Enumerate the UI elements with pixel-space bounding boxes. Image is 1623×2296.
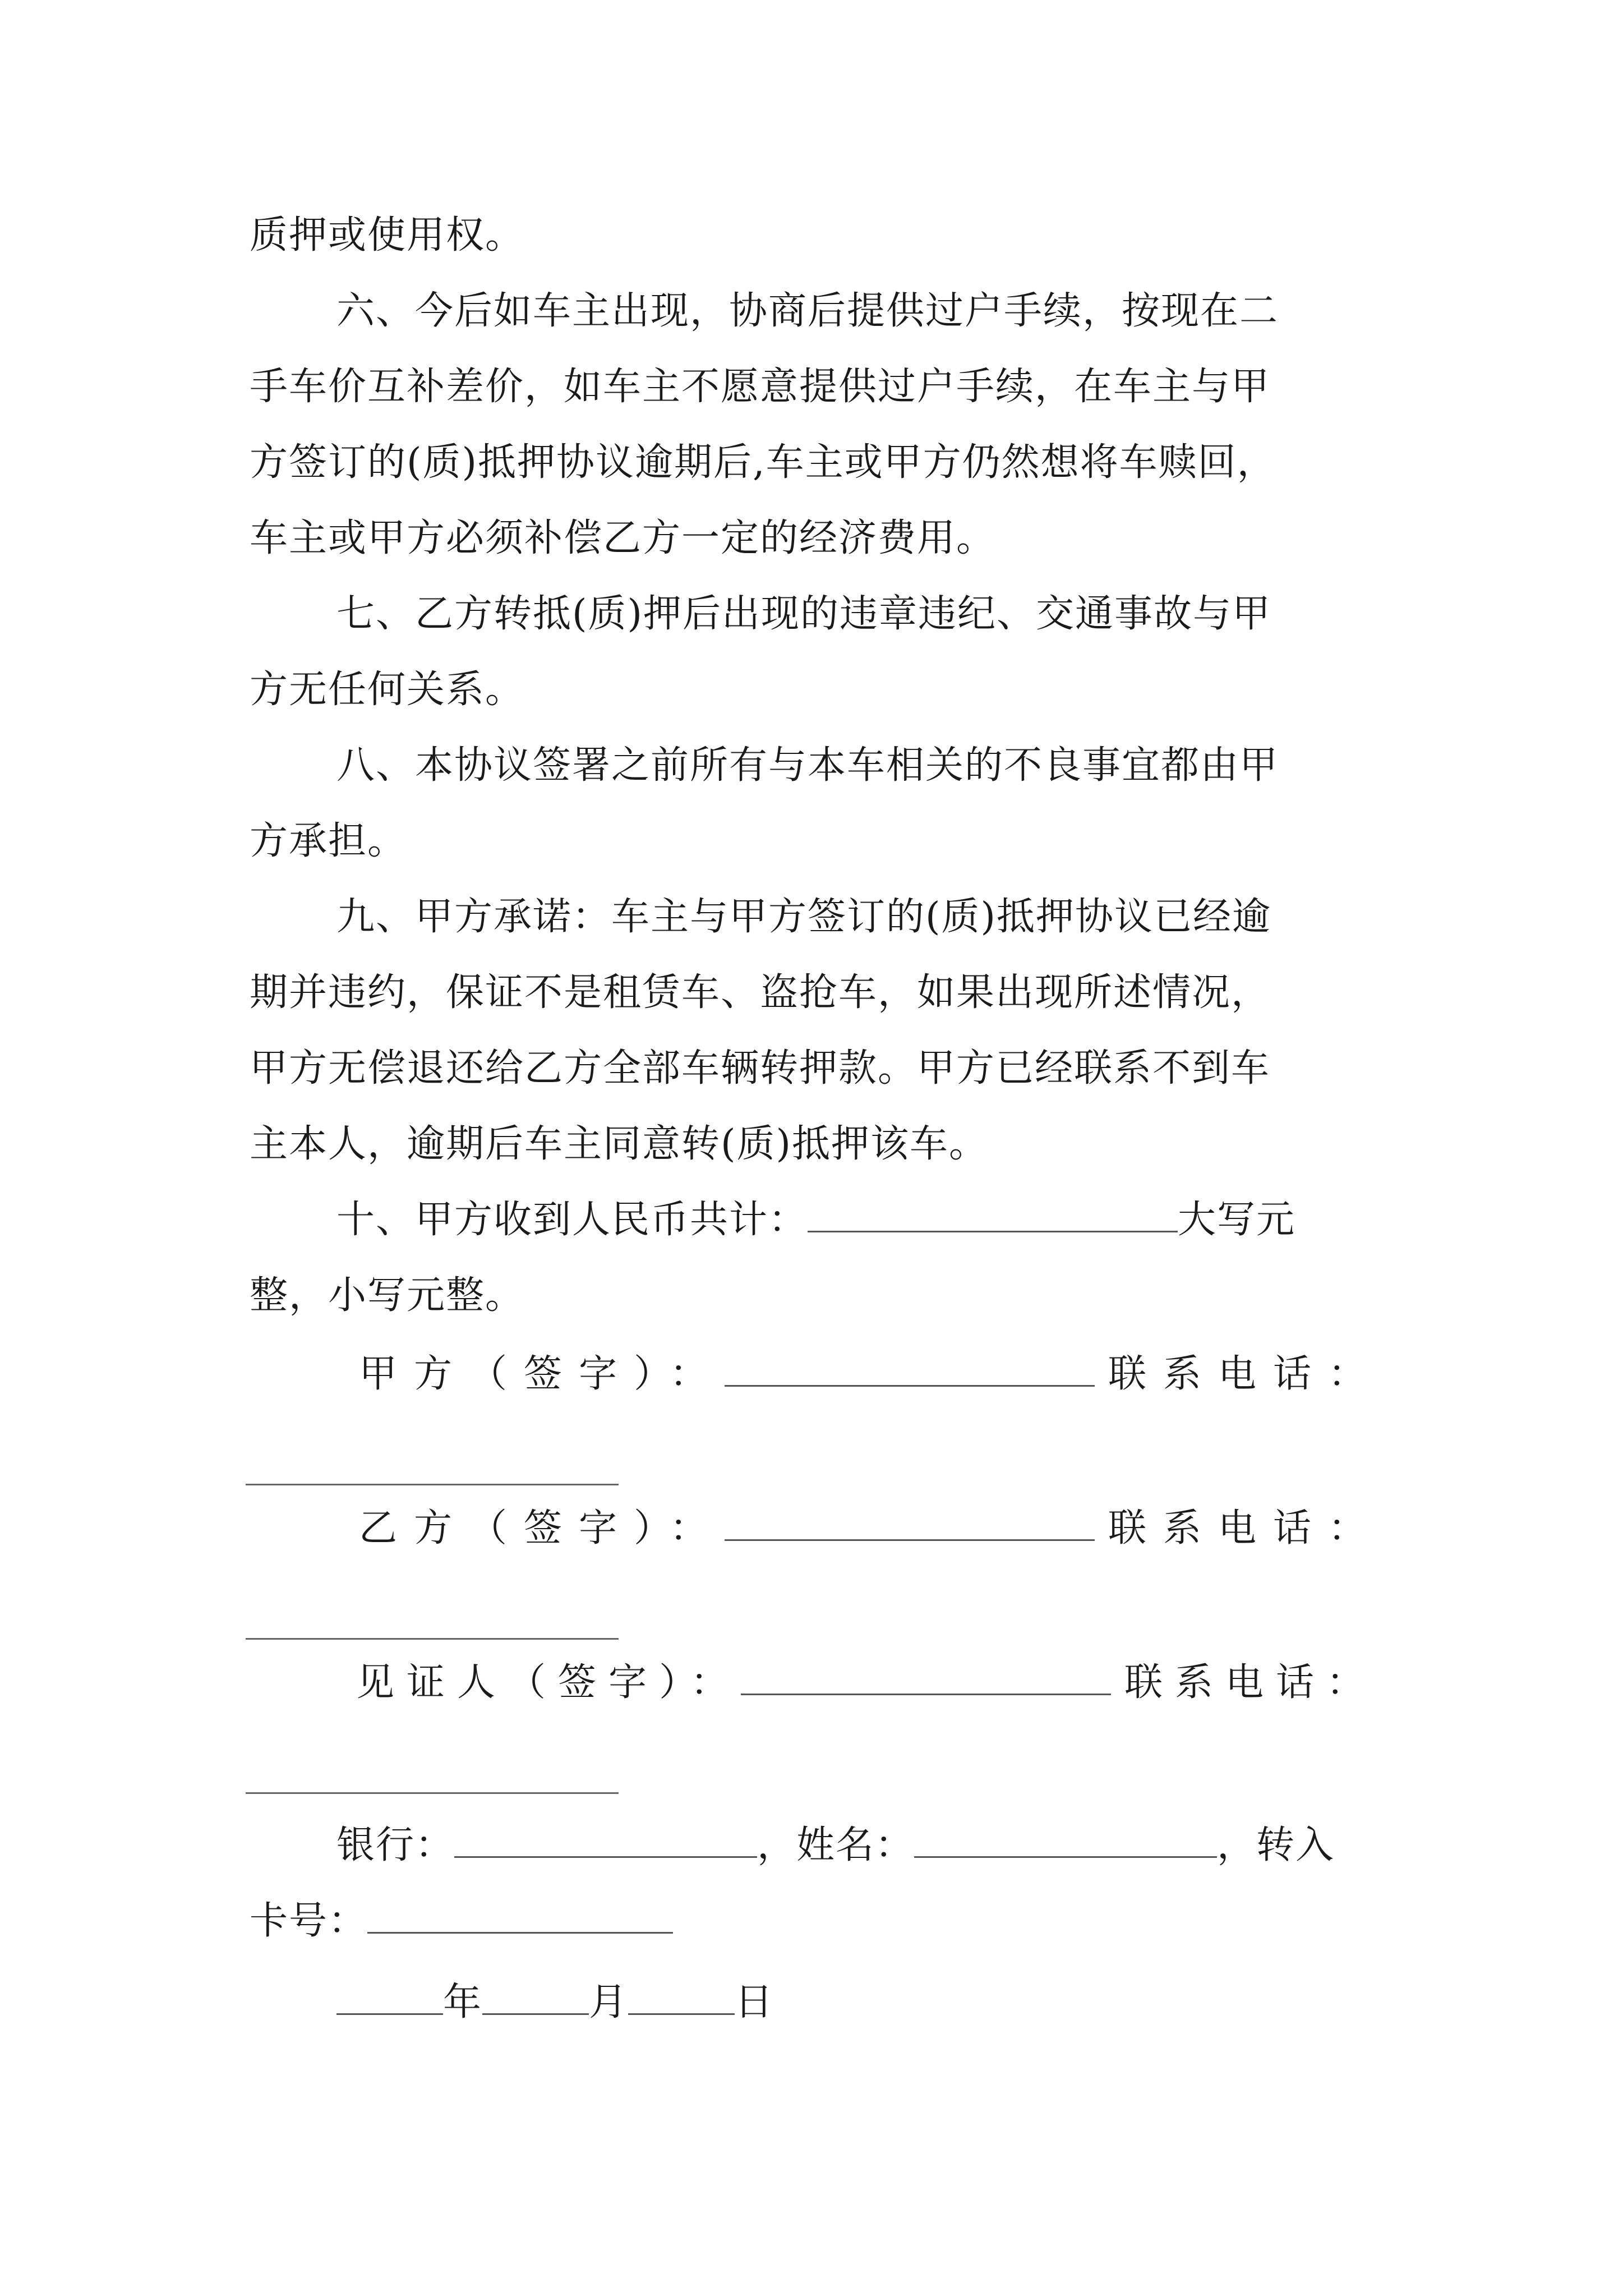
name-label: ，姓名： <box>757 1823 915 1867</box>
bank-label: 银行： <box>336 1823 455 1867</box>
bank-row <box>336 1820 1335 1871</box>
clause-9-line-2: 期并违约，保证不是租赁车、盗抢车，如果出现所述情况， <box>250 970 1271 1015</box>
transfer-label: ，转入 <box>1217 1823 1335 1867</box>
party-a-label: 甲方（签字）： <box>359 1352 725 1396</box>
clause-6-line-4: 车主或甲方必须补偿乙方一定的经济费用。 <box>250 516 996 560</box>
witness-label: 见证人（签字）： <box>356 1660 741 1705</box>
card-number-blank[interactable] <box>367 1899 673 1934</box>
card-row <box>250 1896 673 1947</box>
clause-10-line-2: 整，小写元整。 <box>250 1273 525 1318</box>
witness-row <box>356 1658 1377 1708</box>
party-b-row <box>359 1503 1383 1554</box>
year-label: 年 <box>443 1980 483 2024</box>
witness-signature-blank[interactable] <box>741 1661 1111 1695</box>
clause-9-line-3: 甲方无偿退还给乙方全部车辆转押款。甲方已经联系不到车 <box>250 1046 1271 1091</box>
clause-9-line-1: 九、甲方承诺：车主与甲方签订的(质)抵押协议已经逾 <box>336 895 1272 939</box>
text-line: 质押或使用权。 <box>250 213 525 257</box>
name-blank[interactable] <box>914 1824 1217 1858</box>
clause-6-line-3: 方签订的(质)抵押协议逾期后,车主或甲方仍然想将车赎回， <box>250 440 1276 485</box>
clause-10-line-1 <box>336 1195 1295 1245</box>
clause-7-line-2: 方无任何关系。 <box>250 668 525 712</box>
party-a-phone-label: 联系电话： <box>1108 1352 1384 1396</box>
party-b-label: 乙方（签字）： <box>359 1506 725 1550</box>
party-b-phone-blank[interactable] <box>246 1638 619 1640</box>
witness-phone-label: 联系电话： <box>1124 1660 1377 1705</box>
clause-10-prefix: 十、甲方收到人民币共计： <box>336 1198 808 1242</box>
card-label: 卡号： <box>250 1899 368 1943</box>
amount-blank[interactable] <box>808 1198 1178 1232</box>
party-a-signature-blank[interactable] <box>725 1352 1095 1387</box>
clause-8-line-2: 方承担。 <box>250 819 407 863</box>
party-b-signature-blank[interactable] <box>725 1507 1095 1541</box>
clause-6-line-1: 六、今后如车主出现，协商后提供过户手续，按现在二 <box>336 289 1279 333</box>
clause-10-suffix: 大写元 <box>1178 1198 1296 1242</box>
day-blank[interactable] <box>628 1981 735 2015</box>
month-blank[interactable] <box>482 1981 589 2015</box>
day-label: 日 <box>735 1980 774 2024</box>
party-b-phone-label: 联系电话： <box>1108 1506 1384 1550</box>
clause-8-line-1: 八、本协议签署之前所有与本车相关的不良事宜都由甲 <box>336 743 1279 788</box>
party-a-row <box>359 1349 1383 1400</box>
clause-7-line-1: 七、乙方转抵(质)押后出现的违章违纪、交通事故与甲 <box>336 592 1272 636</box>
year-blank[interactable] <box>336 1981 443 2015</box>
date-row <box>336 1977 774 2028</box>
month-label: 月 <box>589 1980 629 2024</box>
witness-phone-blank[interactable] <box>246 1792 619 1794</box>
clause-9-line-4: 主本人，逾期后车主同意转(质)抵押该车。 <box>250 1122 989 1166</box>
bank-blank[interactable] <box>454 1824 757 1858</box>
clause-6-line-2: 手车价互补差价，如车主不愿意提供过户手续，在车主与甲 <box>250 365 1271 409</box>
party-a-phone-blank[interactable] <box>246 1484 619 1485</box>
